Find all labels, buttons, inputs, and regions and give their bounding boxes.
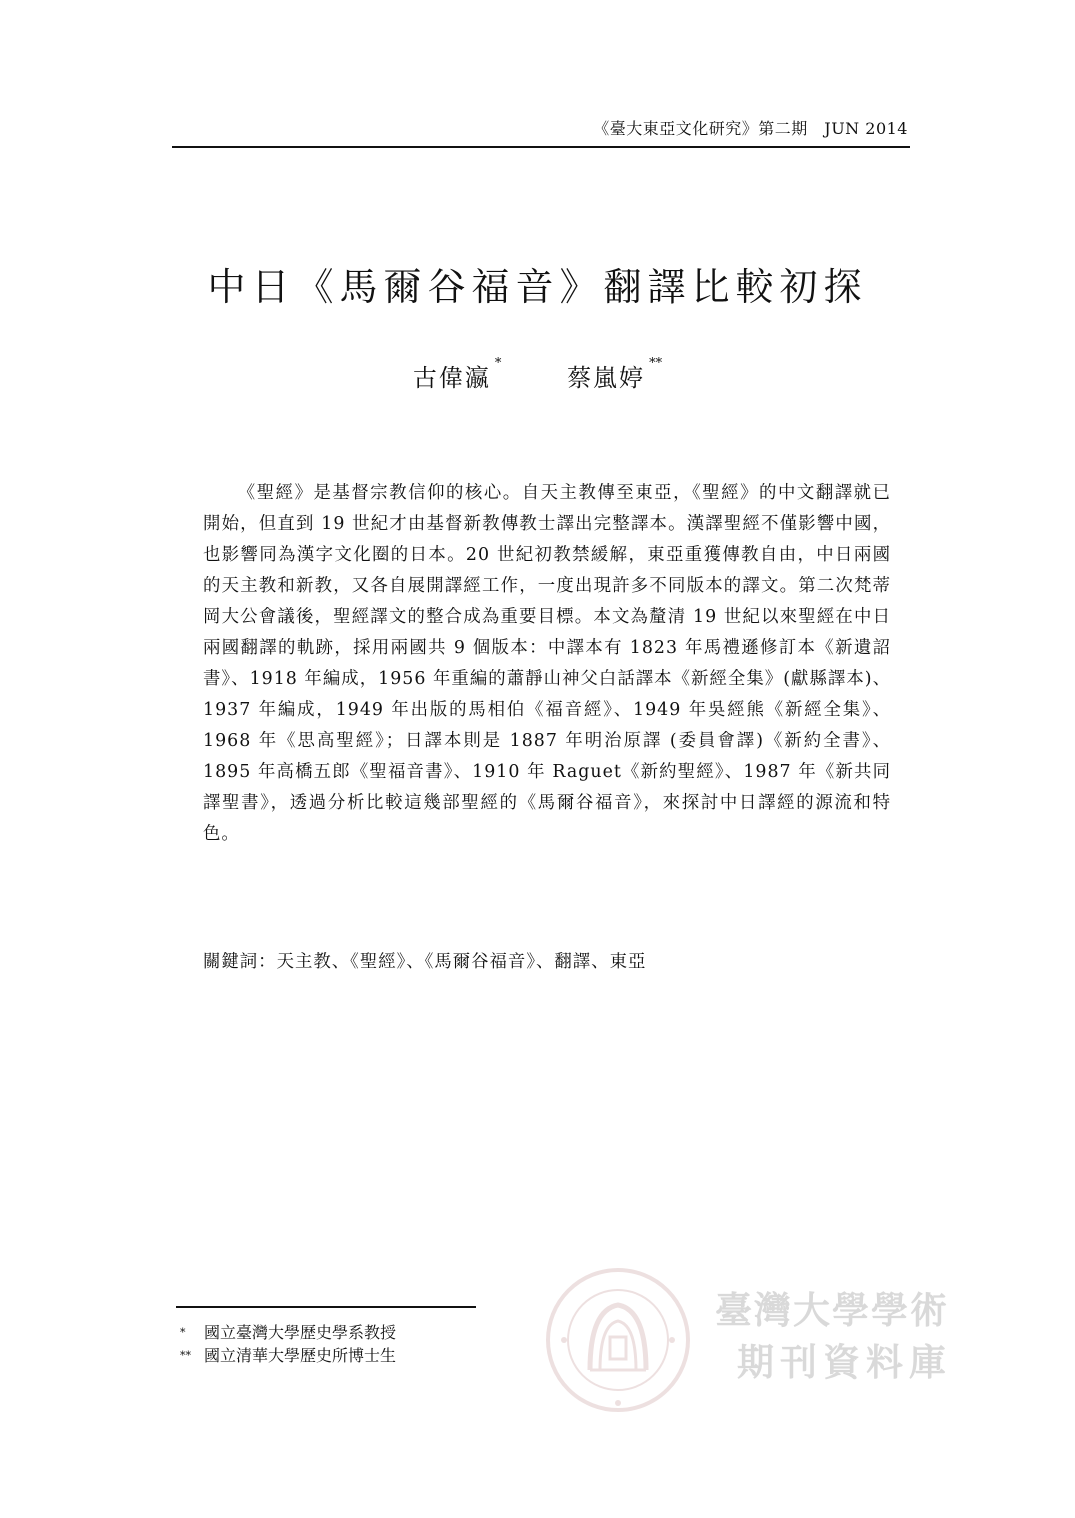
author-2 [567, 358, 662, 393]
journal-header: 《臺大東亞文化研究》第二期 JUN 2014 [593, 119, 908, 138]
watermark-text [715, 1285, 952, 1389]
watermark [540, 1265, 980, 1415]
abstract: 《聖經》是基督宗教信仰的核心。自天主教傳至東亞，《聖經》的中文翻譯就已開始，但直到 19 世紀才由基督新教傳教士譯出完整譯本。漢譯聖經不僅影響中國，也影響同為漢字文化圈的日本。20 世紀初教禁緩解，東亞重獲傳教自由，中日兩國的天主教和新教，又各自展開譯經工作，一度出現許多不同版本的譯文。第二次梵蒂岡大公會議後，聖經譯文的整合成為重要目標。本文為釐清 19 世紀以來聖經在中日兩國翻譯的軌跡，採用兩國共 9 個版本：中譯本有 1823 年馬禮遜修訂本《新遺詔書》、1918 年編成，1956 年重編的蕭靜山神父白話譯本《新經全集》(獻縣譯本)、1937 年編成，1949 年出版的馬相伯《福音經》、1949 年吳經熊《新經全集》、1968 年《思高聖經》；日譯本則是 1887 年明治原譯 (委員會譯)《新約全書》、1895 年高橋五郎《聖福音書》、1910 年 Raguet《新約聖經》、1987 年《新共同譯聖書》，透過分析比較這幾部聖經的《馬爾谷福音》，來探討中日譯經的源流和特色。 [203, 483, 891, 844]
author-1 [413, 358, 502, 393]
footnote-1 [180, 1321, 396, 1344]
footnotes [180, 1321, 396, 1367]
footnote-rule [176, 1306, 476, 1308]
university-seal-icon [540, 1265, 700, 1415]
watermark-line-1: 臺灣大學學術 [715, 1289, 949, 1332]
author-2-mark: ** [649, 356, 663, 371]
author-2-name: 蔡嵐婷 [567, 364, 646, 392]
footnote-1-text: 國立臺灣大學歷史學系教授 [204, 1323, 397, 1342]
author-1-mark: * [494, 356, 502, 371]
footnote-2 [180, 1344, 396, 1367]
keywords: 關鍵詞：天主教、《聖經》、《馬爾谷福音》、翻譯、東亞 [203, 952, 647, 972]
header-rule [172, 146, 910, 148]
watermark-line-2: 期刊資料庫 [737, 1341, 952, 1384]
footnote-1-mark: * [180, 1326, 186, 1339]
author-1-name: 古偉瀛 [412, 364, 491, 392]
author-line [0, 358, 1075, 393]
paper-title: 中日《馬爾谷福音》翻譯比較初探 [207, 265, 868, 309]
footnote-2-text: 國立清華大學歷史所博士生 [204, 1346, 397, 1365]
footnote-2-mark: ** [180, 1349, 191, 1362]
